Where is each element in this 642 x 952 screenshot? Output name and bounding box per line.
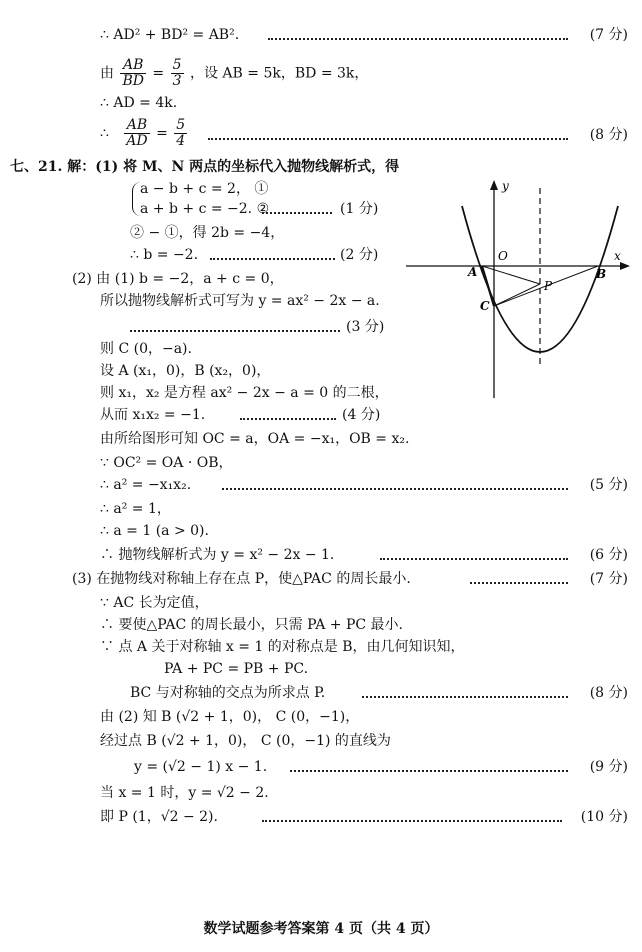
dotted-leader (130, 330, 340, 332)
line-3: ∴ AD = 4k. (100, 95, 178, 111)
line-ac-fixed: ∵ AC 长为定值， (100, 595, 209, 611)
score-5: (5 分) (589, 477, 628, 493)
dotted-leader (262, 820, 562, 822)
question-21-heading: 七、21. 解：(1) 将 M、N 两点的坐标代入抛物线解析式，得 (10, 159, 400, 175)
line-point-p: 即 P (1，√2 − 2). (100, 809, 218, 825)
line-b: ∴ b = −2. (130, 247, 199, 263)
line-parabola-a: 所以抛物线解析式可写为 y = ax² − 2x − a. (100, 293, 380, 309)
page-footer: 数学试题参考答案第 4 页（共 4 页） (203, 921, 439, 937)
fraction-5-3: $\frac{5}{3}$ (172, 57, 182, 89)
dotted-leader (290, 770, 568, 772)
label-a: A (468, 265, 478, 279)
x-arrow-icon (620, 262, 630, 270)
line-a2: ∴ a² = 1， (100, 501, 171, 517)
score-1: (1 分) (340, 201, 379, 217)
dotted-leader (210, 258, 335, 260)
dotted-leader (222, 488, 568, 490)
dotted-leader (268, 38, 568, 40)
segment-ap (482, 266, 540, 284)
dotted-leader (208, 138, 568, 140)
dotted-leader (470, 582, 568, 584)
label-c: C (480, 299, 490, 313)
label-p: P (544, 279, 553, 293)
line-subtract: ② − ①，得 2b = −4， (130, 225, 285, 241)
line-from-2: 由 (2) 知 B (√2 + 1，0)， C (0，−1)， (100, 709, 360, 725)
line-bc-intersect: BC 与对称轴的交点为所求点 P. (130, 685, 326, 701)
line-oc2: ∵ OC² = OA · OB， (100, 455, 233, 471)
score-9: (9 分) (589, 759, 628, 775)
score-6: (6 分) (589, 547, 628, 563)
line-1: ∴ AD² + BD² = AB². (100, 27, 240, 43)
line-through-bc: 经过点 B (√2 + 1，0)， C (0，−1) 的直线为 (100, 733, 391, 749)
line-pa-pc: PA + PC = PB + PC. (164, 661, 309, 677)
score-8-b: (8 分) (589, 685, 628, 701)
part-3-start: (3) 在抛物线对称轴上存在点 P，使△PAC 的周长最小. (72, 571, 411, 587)
dotted-leader (240, 418, 336, 420)
line-lengths: 由所给图形可知 OC = a，OA = −x₁，OB = x₂. (100, 431, 410, 447)
line-roots: 则 x₁，x₂ 是方程 ax² − 2x − a = 0 的二根， (100, 385, 389, 401)
score-7-a: (7 分) (589, 27, 628, 43)
segment-cp (494, 284, 540, 306)
line-a1: ∴ a = 1 (a > 0). (100, 523, 209, 539)
fraction-ab-ad: $\frac{AB}{AD}$ (126, 117, 148, 149)
dotted-leader (362, 696, 568, 698)
label-x: x (614, 249, 621, 263)
part-2-start: (2) 由 (1) b = −2，a + c = 0， (72, 271, 284, 287)
score-10: (10 分) (580, 809, 628, 825)
score-8-a: (8 分) (589, 127, 628, 143)
fraction-5-4: $\frac{5}{4}$ (176, 117, 186, 149)
dotted-leader (380, 558, 568, 560)
score-2: (2 分) (340, 247, 379, 263)
line-parabola-final: ∴ 抛物线解析式为 y = x² − 2x − 1. (100, 547, 335, 563)
line-2-prefix: 由 (100, 65, 114, 82)
equation-2: a + b + c = −2. ② (140, 201, 270, 217)
score-3: (3 分) (346, 319, 385, 335)
line-a2-neg: ∴ a² = −x₁x₂. (100, 477, 192, 493)
label-b: B (596, 267, 607, 281)
line-x-equals-1: 当 x = 1 时，y = √2 − 2. (100, 785, 269, 801)
line-minimize: ∴ 要使△PAC 的周长最小，只需 PA + PC 最小. (100, 617, 403, 633)
score-4: (4 分) (342, 407, 381, 423)
line-2-suffix: ，设 AB = 5k，BD = 3k， (189, 65, 369, 82)
label-o: O (498, 249, 508, 263)
parabola-figure (400, 168, 630, 408)
y-arrow-icon (490, 180, 498, 190)
label-y: y (502, 179, 509, 193)
line-c: 则 C (0，−a). (100, 341, 192, 357)
line-bc-equation: y = (√2 − 1) x − 1. (134, 759, 268, 775)
score-7-b: (7 分) (589, 571, 628, 587)
line-2: 由 $\frac{AB}{BD}$ = $\frac{5}{3}$ ，设 AB = 5k，BD = 3k， (100, 57, 369, 89)
fraction-ab-bd: $\frac{AB}{BD}$ (122, 57, 144, 89)
line-symmetric: ∵ 点 A 关于对称轴 x = 1 的对称点是 B，由几何知识知， (100, 639, 465, 655)
line-product: 从而 x₁x₂ = −1. (100, 407, 206, 423)
equation-1: a − b + c = 2， ① (140, 181, 269, 197)
dotted-leader (262, 212, 332, 214)
line-4: ∴ $\frac{AB}{AD}$ = $\frac{5}{4}$ (100, 117, 186, 149)
line-ab: 设 A (x₁，0)，B (x₂，0)， (100, 363, 271, 379)
